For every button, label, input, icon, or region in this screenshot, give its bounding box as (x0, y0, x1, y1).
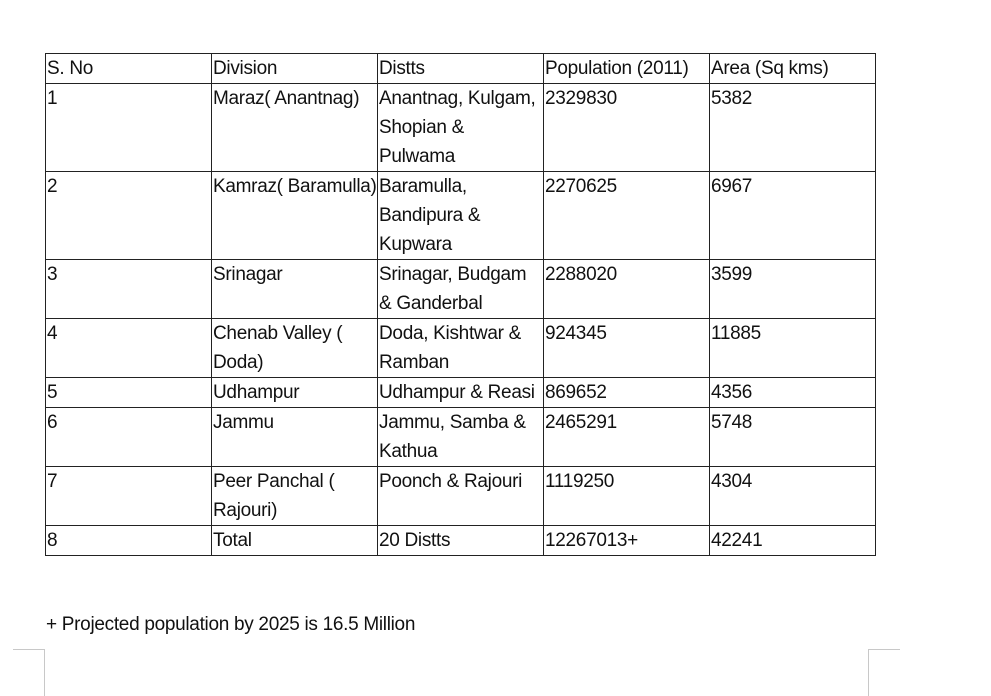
cell-division: Kamraz( Baramulla) (212, 172, 378, 260)
cell-distts: Baramulla, Bandipura & Kupwara (378, 172, 544, 260)
cell-sno: 6 (46, 408, 212, 467)
cell-division: Total (212, 526, 378, 556)
cell-division: Chenab Valley ( Doda) (212, 319, 378, 378)
header-cell-division: Division (212, 54, 378, 84)
cell-distts: Poonch & Rajouri (378, 467, 544, 526)
cell-sno: 1 (46, 84, 212, 172)
cell-population: 1119250 (544, 467, 710, 526)
cell-population: 924345 (544, 319, 710, 378)
table-header-row (46, 54, 876, 84)
cell-population: 2270625 (544, 172, 710, 260)
cell-distts: Jammu, Samba & Kathua (378, 408, 544, 467)
header-cell-distts: Distts (378, 54, 544, 84)
cell-population: 2329830 (544, 84, 710, 172)
crop-mark-right-vertical (868, 649, 869, 696)
cell-population: 12267013+ (544, 526, 710, 556)
table-row (46, 319, 876, 378)
table-row (46, 408, 876, 467)
cell-area: 4356 (710, 378, 876, 408)
cell-division: Udhampur (212, 378, 378, 408)
cell-distts: Doda, Kishtwar & Ramban (378, 319, 544, 378)
cell-division: Maraz( Anantnag) (212, 84, 378, 172)
header-cell-area: Area (Sq kms) (710, 54, 876, 84)
footnote: + Projected population by 2025 is 16.5 Million (46, 614, 416, 635)
table-row (46, 172, 876, 260)
table-row (46, 84, 876, 172)
cell-sno: 5 (46, 378, 212, 408)
cell-area: 11885 (710, 319, 876, 378)
cell-sno: 2 (46, 172, 212, 260)
header-cell-sno: S. No (46, 54, 212, 84)
cell-distts: 20 Distts (378, 526, 544, 556)
cell-area: 5382 (710, 84, 876, 172)
cell-area: 6967 (710, 172, 876, 260)
cell-division: Jammu (212, 408, 378, 467)
cell-population: 2465291 (544, 408, 710, 467)
cell-area: 42241 (710, 526, 876, 556)
header-cell-population: Population (2011) (544, 54, 710, 84)
cell-population: 869652 (544, 378, 710, 408)
table-total-row (46, 526, 876, 556)
cell-sno: 4 (46, 319, 212, 378)
cell-area: 4304 (710, 467, 876, 526)
table-row (46, 260, 876, 319)
cell-division: Peer Panchal ( Rajouri) (212, 467, 378, 526)
crop-mark-right-horizontal (868, 649, 900, 650)
cell-area: 3599 (710, 260, 876, 319)
divisions-table (45, 53, 876, 556)
cell-population: 2288020 (544, 260, 710, 319)
cell-sno: 8 (46, 526, 212, 556)
table-row (46, 467, 876, 526)
cell-sno: 3 (46, 260, 212, 319)
cell-division: Srinagar (212, 260, 378, 319)
cell-distts: Anantnag, Kulgam, Shopian & Pulwama (378, 84, 544, 172)
cell-sno: 7 (46, 467, 212, 526)
cell-distts: Srinagar, Budgam & Ganderbal (378, 260, 544, 319)
crop-mark-left-horizontal (13, 649, 44, 650)
crop-mark-left-vertical (44, 649, 45, 696)
cell-area: 5748 (710, 408, 876, 467)
table-row (46, 378, 876, 408)
cell-distts: Udhampur & Reasi (378, 378, 544, 408)
